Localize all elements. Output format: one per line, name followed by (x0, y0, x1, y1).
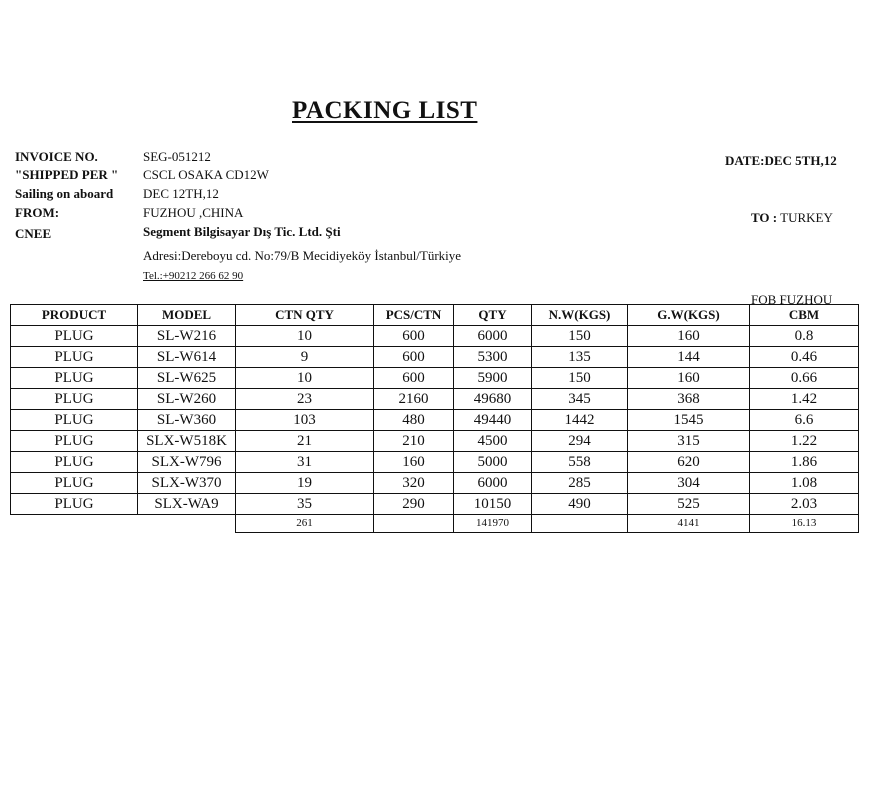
cell-pcs-ctn: 600 (374, 368, 454, 389)
cell-qty: 4500 (454, 431, 532, 452)
cell-pcs-ctn: 2160 (374, 389, 454, 410)
cell-ctn-qty: 10 (236, 368, 374, 389)
cell-ctn-qty: 19 (236, 473, 374, 494)
cell-product: PLUG (11, 389, 138, 410)
cell-model: SL-W360 (138, 410, 236, 431)
cell-model: SLX-W796 (138, 452, 236, 473)
cell-gw: 304 (628, 473, 750, 494)
cell-ctn-qty: 9 (236, 347, 374, 368)
cell-pcs-ctn: 210 (374, 431, 454, 452)
document-date: DATE:DEC 5TH,12 (725, 153, 837, 168)
cell-qty: 5900 (454, 368, 532, 389)
cell-cbm: 2.03 (750, 494, 859, 515)
table-row (11, 452, 859, 473)
cell-model: SL-W614 (138, 347, 236, 368)
cell-model: SL-W260 (138, 389, 236, 410)
cell-ctn-qty: 10 (236, 326, 374, 347)
shipped-per-value: CSCL OSAKA CD12W (143, 167, 269, 182)
cell-gw: 525 (628, 494, 750, 515)
document-title: PACKING LIST (292, 97, 478, 124)
cell-qty: 6000 (454, 473, 532, 494)
cell-nw: 558 (532, 452, 628, 473)
table-row (11, 347, 859, 368)
totals-row (11, 515, 859, 533)
cnee-name: Segment Bilgisayar Dış Tic. Ltd. Şti (143, 224, 341, 239)
cnee-label: CNEE (15, 226, 52, 241)
header-qty: QTY (454, 305, 532, 326)
cell-product: PLUG (11, 431, 138, 452)
header-nw: N.W(KGS) (532, 305, 628, 326)
sailing-label: Sailing on aboard (15, 186, 114, 201)
cell-nw: 1442 (532, 410, 628, 431)
cell-gw: 160 (628, 368, 750, 389)
cell-cbm: 6.6 (750, 410, 859, 431)
cell-product: PLUG (11, 494, 138, 515)
total-ctn-qty: 261 (236, 515, 374, 533)
total-cbm: 16.13 (750, 515, 859, 533)
destination (751, 210, 833, 226)
cell-nw: 490 (532, 494, 628, 515)
header-model: MODEL (138, 305, 236, 326)
cell-nw: 150 (532, 326, 628, 347)
total-qty: 141970 (454, 515, 532, 533)
table-row (11, 431, 859, 452)
cell-nw: 150 (532, 368, 628, 389)
cell-model: SL-W625 (138, 368, 236, 389)
invoice-no-value: SEG-051212 (143, 149, 211, 164)
shipped-per-label: "SHIPPED PER " (15, 167, 119, 182)
cell-cbm: 1.22 (750, 431, 859, 452)
cell-nw: 345 (532, 389, 628, 410)
cell-gw: 368 (628, 389, 750, 410)
packing-table (10, 304, 859, 533)
total-pcs-ctn (374, 515, 454, 533)
cell-qty: 6000 (454, 326, 532, 347)
cell-product: PLUG (11, 347, 138, 368)
header-product: PRODUCT (11, 305, 138, 326)
table-header-row (11, 305, 859, 326)
cell-ctn-qty: 31 (236, 452, 374, 473)
cell-cbm: 0.46 (750, 347, 859, 368)
header-ctn-qty: CTN QTY (236, 305, 374, 326)
sailing-value: DEC 12TH,12 (143, 186, 219, 201)
total-nw (532, 515, 628, 533)
cell-cbm: 1.08 (750, 473, 859, 494)
cell-model: SLX-W518K (138, 431, 236, 452)
table-row (11, 368, 859, 389)
cell-cbm: 0.8 (750, 326, 859, 347)
cell-qty: 5300 (454, 347, 532, 368)
cell-qty: 10150 (454, 494, 532, 515)
cell-product: PLUG (11, 473, 138, 494)
fob-terms: FOB FUZHOU (751, 292, 833, 307)
table-row (11, 410, 859, 431)
cell-product: PLUG (11, 368, 138, 389)
cell-product: PLUG (11, 452, 138, 473)
table-row (11, 326, 859, 347)
from-label: FROM: (15, 205, 60, 220)
cell-pcs-ctn: 600 (374, 326, 454, 347)
cnee-tel: Tel.:+90212 266 62 90 (143, 270, 244, 282)
cell-cbm: 1.42 (750, 389, 859, 410)
cell-gw: 160 (628, 326, 750, 347)
header-pcs-ctn: PCS/CTN (374, 305, 454, 326)
cell-model: SLX-W370 (138, 473, 236, 494)
header-gw: G.W(KGS) (628, 305, 750, 326)
invoice-no-label: INVOICE NO. (15, 149, 98, 164)
cell-ctn-qty: 35 (236, 494, 374, 515)
cell-product: PLUG (11, 410, 138, 431)
cell-cbm: 1.86 (750, 452, 859, 473)
cell-nw: 135 (532, 347, 628, 368)
from-value: FUZHOU ,CHINA (143, 205, 244, 220)
table-row (11, 389, 859, 410)
cell-gw: 1545 (628, 410, 750, 431)
cell-gw: 144 (628, 347, 750, 368)
cell-qty: 49680 (454, 389, 532, 410)
cell-ctn-qty: 103 (236, 410, 374, 431)
cell-gw: 315 (628, 431, 750, 452)
cell-nw: 294 (532, 431, 628, 452)
cell-pcs-ctn: 320 (374, 473, 454, 494)
cell-gw: 620 (628, 452, 750, 473)
cell-ctn-qty: 21 (236, 431, 374, 452)
header-cbm: CBM (750, 305, 859, 326)
cell-pcs-ctn: 160 (374, 452, 454, 473)
cell-nw: 285 (532, 473, 628, 494)
cnee-address: Adresi:Dereboyu cd. No:79/B Mecidiyeköy İstanbul/Türkiye (143, 248, 462, 263)
table-row (11, 494, 859, 515)
cell-cbm: 0.66 (750, 368, 859, 389)
cell-pcs-ctn: 290 (374, 494, 454, 515)
cell-pcs-ctn: 480 (374, 410, 454, 431)
totals-blank-cell (138, 515, 236, 533)
cell-pcs-ctn: 600 (374, 347, 454, 368)
cell-model: SL-W216 (138, 326, 236, 347)
to-label: TO : (751, 210, 778, 225)
total-gw: 4141 (628, 515, 750, 533)
table-row (11, 473, 859, 494)
totals-blank-cell (11, 515, 138, 533)
to-value: TURKEY (780, 210, 833, 225)
cell-ctn-qty: 23 (236, 389, 374, 410)
cell-qty: 5000 (454, 452, 532, 473)
cell-product: PLUG (11, 326, 138, 347)
cell-model: SLX-WA9 (138, 494, 236, 515)
cell-qty: 49440 (454, 410, 532, 431)
